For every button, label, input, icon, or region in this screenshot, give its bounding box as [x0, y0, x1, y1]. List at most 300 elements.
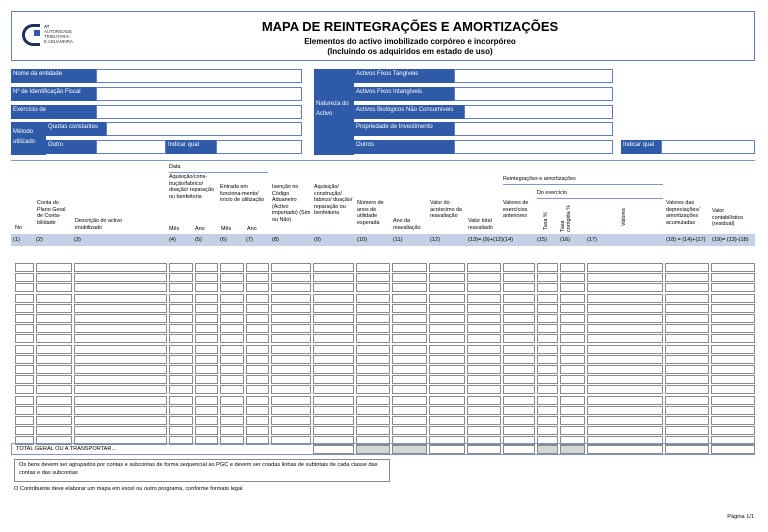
table-cell-r16-c19[interactable] [711, 416, 755, 425]
table-cell-r11-c5[interactable] [195, 365, 218, 374]
table-cell-r14-c1[interactable] [15, 396, 34, 405]
natureza-field-2[interactable] [454, 87, 613, 101]
table-cell-r17-c6[interactable] [220, 426, 244, 435]
table-cell-r8-c8[interactable] [271, 334, 311, 343]
table-cell-r16-c7[interactable] [246, 416, 269, 425]
table-cell-r8-c6[interactable] [220, 334, 244, 343]
table-cell-r2-c11[interactable] [392, 273, 427, 282]
table-cell-r2-c5[interactable] [195, 273, 218, 282]
table-cell-r12-c17[interactable] [587, 375, 663, 384]
table-cell-r10-c5[interactable] [195, 355, 218, 364]
table-cell-r10-c4[interactable] [169, 355, 193, 364]
table-cell-r8-c16[interactable] [560, 334, 585, 343]
table-cell-r3-c16[interactable] [560, 283, 585, 292]
table-cell-r10-c3[interactable] [74, 355, 167, 364]
table-cell-r3-c11[interactable] [392, 283, 427, 292]
table-cell-r5-c5[interactable] [195, 304, 218, 313]
table-cell-r15-c10[interactable] [356, 406, 390, 415]
table-cell-r15-c16[interactable] [560, 406, 585, 415]
table-cell-r2-c4[interactable] [169, 273, 193, 282]
table-cell-r16-c12[interactable] [429, 416, 465, 425]
table-cell-r2-c2[interactable] [36, 273, 72, 282]
table-cell-r1-c15[interactable] [537, 263, 558, 272]
table-cell-r12-c16[interactable] [560, 375, 585, 384]
table-cell-r2-c3[interactable] [74, 273, 167, 282]
table-cell-r15-c18[interactable] [665, 406, 709, 415]
table-cell-r14-c7[interactable] [246, 396, 269, 405]
table-cell-r13-c13[interactable] [467, 385, 501, 394]
natureza-field-5[interactable] [454, 140, 613, 154]
table-cell-r4-c7[interactable] [246, 294, 269, 303]
table-cell-r13-c10[interactable] [356, 385, 390, 394]
table-cell-r6-c1[interactable] [15, 314, 34, 323]
table-cell-r12-c3[interactable] [74, 375, 167, 384]
table-cell-r8-c14[interactable] [503, 334, 535, 343]
table-cell-r7-c3[interactable] [74, 324, 167, 333]
table-cell-r13-c12[interactable] [429, 385, 465, 394]
table-cell-r2-c7[interactable] [246, 273, 269, 282]
table-cell-r10-c10[interactable] [356, 355, 390, 364]
table-cell-r6-c15[interactable] [537, 314, 558, 323]
table-cell-r13-c11[interactable] [392, 385, 427, 394]
table-cell-r12-c10[interactable] [356, 375, 390, 384]
table-cell-r3-c15[interactable] [537, 283, 558, 292]
table-cell-r6-c12[interactable] [429, 314, 465, 323]
table-cell-r13-c4[interactable] [169, 385, 193, 394]
table-cell-r8-c1[interactable] [15, 334, 34, 343]
table-cell-r15-c8[interactable] [271, 406, 311, 415]
table-cell-r11-c19[interactable] [711, 365, 755, 374]
table-cell-r16-c15[interactable] [537, 416, 558, 425]
table-cell-r13-c9[interactable] [313, 385, 354, 394]
table-cell-r11-c7[interactable] [246, 365, 269, 374]
table-cell-r16-c16[interactable] [560, 416, 585, 425]
table-cell-r11-c17[interactable] [587, 365, 663, 374]
table-cell-r17-c12[interactable] [429, 426, 465, 435]
table-cell-r10-c19[interactable] [711, 355, 755, 364]
table-cell-r12-c2[interactable] [36, 375, 72, 384]
table-cell-r17-c15[interactable] [537, 426, 558, 435]
table-cell-r12-c13[interactable] [467, 375, 501, 384]
table-cell-r4-c8[interactable] [271, 294, 311, 303]
natureza-field-3[interactable] [464, 105, 613, 119]
table-cell-r7-c16[interactable] [560, 324, 585, 333]
table-cell-r17-c13[interactable] [467, 426, 501, 435]
table-cell-r13-c14[interactable] [503, 385, 535, 394]
table-cell-r9-c7[interactable] [246, 345, 269, 354]
table-cell-r2-c10[interactable] [356, 273, 390, 282]
table-cell-r11-c8[interactable] [271, 365, 311, 374]
table-cell-r8-c10[interactable] [356, 334, 390, 343]
table-cell-r17-c4[interactable] [169, 426, 193, 435]
table-cell-r10-c9[interactable] [313, 355, 354, 364]
nome-entidade-field[interactable] [96, 69, 302, 83]
table-cell-r17-c2[interactable] [36, 426, 72, 435]
table-cell-r7-c9[interactable] [313, 324, 354, 333]
table-cell-r13-c18[interactable] [665, 385, 709, 394]
table-cell-r6-c14[interactable] [503, 314, 535, 323]
table-cell-r16-c6[interactable] [220, 416, 244, 425]
table-cell-r10-c1[interactable] [15, 355, 34, 364]
table-cell-r13-c17[interactable] [587, 385, 663, 394]
table-cell-r9-c4[interactable] [169, 345, 193, 354]
table-cell-r9-c19[interactable] [711, 345, 755, 354]
table-cell-r1-c18[interactable] [665, 263, 709, 272]
table-cell-r7-c5[interactable] [195, 324, 218, 333]
table-cell-r12-c1[interactable] [15, 375, 34, 384]
table-cell-r14-c4[interactable] [169, 396, 193, 405]
table-cell-r7-c8[interactable] [271, 324, 311, 333]
table-cell-r11-c13[interactable] [467, 365, 501, 374]
table-cell-r6-c7[interactable] [246, 314, 269, 323]
table-cell-r7-c4[interactable] [169, 324, 193, 333]
table-cell-r14-c9[interactable] [313, 396, 354, 405]
natureza-field-1[interactable] [454, 69, 613, 83]
table-cell-r7-c15[interactable] [537, 324, 558, 333]
table-cell-r13-c1[interactable] [15, 385, 34, 394]
table-cell-r2-c12[interactable] [429, 273, 465, 282]
table-cell-r5-c12[interactable] [429, 304, 465, 313]
table-cell-r9-c16[interactable] [560, 345, 585, 354]
table-cell-r3-c4[interactable] [169, 283, 193, 292]
table-cell-r17-c5[interactable] [195, 426, 218, 435]
table-cell-r15-c14[interactable] [503, 406, 535, 415]
table-cell-r3-c18[interactable] [665, 283, 709, 292]
table-cell-r6-c8[interactable] [271, 314, 311, 323]
table-cell-r4-c1[interactable] [15, 294, 34, 303]
table-cell-r3-c19[interactable] [711, 283, 755, 292]
table-cell-r8-c13[interactable] [467, 334, 501, 343]
table-cell-r12-c18[interactable] [665, 375, 709, 384]
table-cell-r12-c7[interactable] [246, 375, 269, 384]
table-cell-r7-c7[interactable] [246, 324, 269, 333]
table-cell-r1-c8[interactable] [271, 263, 311, 272]
table-cell-r8-c12[interactable] [429, 334, 465, 343]
table-cell-r5-c2[interactable] [36, 304, 72, 313]
table-cell-r11-c3[interactable] [74, 365, 167, 374]
table-cell-r5-c8[interactable] [271, 304, 311, 313]
table-cell-r4-c2[interactable] [36, 294, 72, 303]
table-cell-r15-c13[interactable] [467, 406, 501, 415]
table-cell-r10-c14[interactable] [503, 355, 535, 364]
table-cell-r4-c10[interactable] [356, 294, 390, 303]
table-cell-r5-c19[interactable] [711, 304, 755, 313]
table-cell-r15-c12[interactable] [429, 406, 465, 415]
table-cell-r4-c14[interactable] [503, 294, 535, 303]
table-cell-r15-c9[interactable] [313, 406, 354, 415]
table-cell-r9-c12[interactable] [429, 345, 465, 354]
table-cell-r14-c10[interactable] [356, 396, 390, 405]
table-cell-r16-c8[interactable] [271, 416, 311, 425]
table-cell-r7-c14[interactable] [503, 324, 535, 333]
table-cell-r1-c11[interactable] [392, 263, 427, 272]
table-cell-r14-c14[interactable] [503, 396, 535, 405]
table-cell-r11-c4[interactable] [169, 365, 193, 374]
table-cell-r16-c10[interactable] [356, 416, 390, 425]
table-cell-r1-c17[interactable] [587, 263, 663, 272]
table-cell-r11-c15[interactable] [537, 365, 558, 374]
table-cell-r10-c15[interactable] [537, 355, 558, 364]
table-cell-r11-c11[interactable] [392, 365, 427, 374]
table-cell-r6-c6[interactable] [220, 314, 244, 323]
table-cell-r9-c9[interactable] [313, 345, 354, 354]
table-cell-r9-c8[interactable] [271, 345, 311, 354]
table-cell-r2-c1[interactable] [15, 273, 34, 282]
table-cell-r5-c9[interactable] [313, 304, 354, 313]
table-cell-r17-c14[interactable] [503, 426, 535, 435]
quotas-field[interactable] [106, 122, 302, 136]
table-cell-r9-c3[interactable] [74, 345, 167, 354]
table-cell-r10-c7[interactable] [246, 355, 269, 364]
table-cell-r6-c17[interactable] [587, 314, 663, 323]
indicar-qual-right-field[interactable] [661, 140, 755, 154]
table-cell-r3-c5[interactable] [195, 283, 218, 292]
table-cell-r6-c16[interactable] [560, 314, 585, 323]
table-cell-r5-c4[interactable] [169, 304, 193, 313]
table-cell-r3-c7[interactable] [246, 283, 269, 292]
total-cell-c14[interactable] [503, 445, 535, 454]
table-cell-r13-c7[interactable] [246, 385, 269, 394]
table-cell-r17-c7[interactable] [246, 426, 269, 435]
table-cell-r2-c17[interactable] [587, 273, 663, 282]
table-cell-r7-c6[interactable] [220, 324, 244, 333]
table-cell-r6-c3[interactable] [74, 314, 167, 323]
table-cell-r4-c4[interactable] [169, 294, 193, 303]
table-cell-r11-c14[interactable] [503, 365, 535, 374]
table-cell-r16-c18[interactable] [665, 416, 709, 425]
table-cell-r15-c1[interactable] [15, 406, 34, 415]
table-cell-r15-c6[interactable] [220, 406, 244, 415]
table-cell-r16-c13[interactable] [467, 416, 501, 425]
table-cell-r15-c11[interactable] [392, 406, 427, 415]
table-cell-r9-c14[interactable] [503, 345, 535, 354]
total-cell-c13[interactable] [467, 445, 501, 454]
table-cell-r12-c9[interactable] [313, 375, 354, 384]
table-cell-r13-c19[interactable] [711, 385, 755, 394]
table-cell-r1-c16[interactable] [560, 263, 585, 272]
table-cell-r2-c8[interactable] [271, 273, 311, 282]
table-cell-r1-c5[interactable] [195, 263, 218, 272]
table-cell-r7-c13[interactable] [467, 324, 501, 333]
table-cell-r16-c14[interactable] [503, 416, 535, 425]
table-cell-r16-c4[interactable] [169, 416, 193, 425]
outro-field[interactable] [96, 140, 166, 154]
table-cell-r8-c7[interactable] [246, 334, 269, 343]
table-cell-r9-c11[interactable] [392, 345, 427, 354]
table-cell-r5-c11[interactable] [392, 304, 427, 313]
table-cell-r4-c11[interactable] [392, 294, 427, 303]
table-cell-r17-c18[interactable] [665, 426, 709, 435]
table-cell-r8-c3[interactable] [74, 334, 167, 343]
table-cell-r5-c16[interactable] [560, 304, 585, 313]
table-cell-r11-c9[interactable] [313, 365, 354, 374]
table-cell-r5-c10[interactable] [356, 304, 390, 313]
table-cell-r1-c10[interactable] [356, 263, 390, 272]
table-cell-r15-c2[interactable] [36, 406, 72, 415]
table-cell-r14-c12[interactable] [429, 396, 465, 405]
table-cell-r10-c11[interactable] [392, 355, 427, 364]
table-cell-r6-c4[interactable] [169, 314, 193, 323]
table-cell-r2-c15[interactable] [537, 273, 558, 282]
table-cell-r9-c15[interactable] [537, 345, 558, 354]
table-cell-r8-c19[interactable] [711, 334, 755, 343]
table-cell-r17-c16[interactable] [560, 426, 585, 435]
table-cell-r10-c2[interactable] [36, 355, 72, 364]
table-cell-r15-c15[interactable] [537, 406, 558, 415]
table-cell-r16-c2[interactable] [36, 416, 72, 425]
table-cell-r16-c11[interactable] [392, 416, 427, 425]
table-cell-r13-c5[interactable] [195, 385, 218, 394]
table-cell-r11-c12[interactable] [429, 365, 465, 374]
table-cell-r2-c9[interactable] [313, 273, 354, 282]
total-cell-c17[interactable] [587, 445, 663, 454]
table-cell-r4-c18[interactable] [665, 294, 709, 303]
table-cell-r2-c14[interactable] [503, 273, 535, 282]
table-cell-r16-c17[interactable] [587, 416, 663, 425]
table-cell-r4-c6[interactable] [220, 294, 244, 303]
table-cell-r13-c2[interactable] [36, 385, 72, 394]
table-cell-r7-c11[interactable] [392, 324, 427, 333]
table-cell-r17-c3[interactable] [74, 426, 167, 435]
table-cell-r6-c10[interactable] [356, 314, 390, 323]
table-cell-r1-c13[interactable] [467, 263, 501, 272]
table-cell-r7-c12[interactable] [429, 324, 465, 333]
table-cell-r8-c15[interactable] [537, 334, 558, 343]
table-cell-r14-c15[interactable] [537, 396, 558, 405]
table-cell-r5-c14[interactable] [503, 304, 535, 313]
table-cell-r12-c12[interactable] [429, 375, 465, 384]
table-cell-r11-c2[interactable] [36, 365, 72, 374]
table-cell-r5-c13[interactable] [467, 304, 501, 313]
table-cell-r9-c5[interactable] [195, 345, 218, 354]
table-cell-r3-c14[interactable] [503, 283, 535, 292]
table-cell-r3-c9[interactable] [313, 283, 354, 292]
table-cell-r16-c9[interactable] [313, 416, 354, 425]
table-cell-r15-c3[interactable] [74, 406, 167, 415]
table-cell-r14-c3[interactable] [74, 396, 167, 405]
table-cell-r3-c10[interactable] [356, 283, 390, 292]
table-cell-r14-c16[interactable] [560, 396, 585, 405]
table-cell-r1-c12[interactable] [429, 263, 465, 272]
table-cell-r7-c19[interactable] [711, 324, 755, 333]
table-cell-r1-c4[interactable] [169, 263, 193, 272]
table-cell-r1-c14[interactable] [503, 263, 535, 272]
table-cell-r11-c16[interactable] [560, 365, 585, 374]
nif-field[interactable] [96, 87, 302, 101]
table-cell-r10-c12[interactable] [429, 355, 465, 364]
table-cell-r7-c1[interactable] [15, 324, 34, 333]
table-cell-r10-c8[interactable] [271, 355, 311, 364]
table-cell-r9-c6[interactable] [220, 345, 244, 354]
table-cell-r5-c3[interactable] [74, 304, 167, 313]
table-cell-r12-c6[interactable] [220, 375, 244, 384]
table-cell-r16-c5[interactable] [195, 416, 218, 425]
table-cell-r2-c6[interactable] [220, 273, 244, 282]
table-cell-r12-c4[interactable] [169, 375, 193, 384]
table-cell-r3-c6[interactable] [220, 283, 244, 292]
table-cell-r2-c18[interactable] [665, 273, 709, 282]
table-cell-r1-c9[interactable] [313, 263, 354, 272]
table-cell-r3-c8[interactable] [271, 283, 311, 292]
table-cell-r14-c2[interactable] [36, 396, 72, 405]
natureza-field-4[interactable] [454, 122, 613, 136]
table-cell-r15-c4[interactable] [169, 406, 193, 415]
table-cell-r7-c17[interactable] [587, 324, 663, 333]
table-cell-r4-c13[interactable] [467, 294, 501, 303]
table-cell-r4-c15[interactable] [537, 294, 558, 303]
table-cell-r12-c19[interactable] [711, 375, 755, 384]
table-cell-r1-c2[interactable] [36, 263, 72, 272]
table-cell-r7-c18[interactable] [665, 324, 709, 333]
table-cell-r9-c18[interactable] [665, 345, 709, 354]
table-cell-r3-c1[interactable] [15, 283, 34, 292]
table-cell-r14-c8[interactable] [271, 396, 311, 405]
table-cell-r6-c19[interactable] [711, 314, 755, 323]
table-cell-r17-c10[interactable] [356, 426, 390, 435]
table-cell-r3-c13[interactable] [467, 283, 501, 292]
table-cell-r1-c7[interactable] [246, 263, 269, 272]
table-cell-r14-c13[interactable] [467, 396, 501, 405]
table-cell-r9-c13[interactable] [467, 345, 501, 354]
table-cell-r8-c18[interactable] [665, 334, 709, 343]
table-cell-r6-c13[interactable] [467, 314, 501, 323]
table-cell-r14-c6[interactable] [220, 396, 244, 405]
table-cell-r12-c5[interactable] [195, 375, 218, 384]
table-cell-r4-c19[interactable] [711, 294, 755, 303]
table-cell-r5-c15[interactable] [537, 304, 558, 313]
total-cell-c19[interactable] [711, 445, 755, 454]
table-cell-r2-c13[interactable] [467, 273, 501, 282]
table-cell-r13-c15[interactable] [537, 385, 558, 394]
table-cell-r4-c12[interactable] [429, 294, 465, 303]
table-cell-r17-c19[interactable] [711, 426, 755, 435]
table-cell-r8-c11[interactable] [392, 334, 427, 343]
table-cell-r17-c1[interactable] [15, 426, 34, 435]
table-cell-r9-c1[interactable] [15, 345, 34, 354]
table-cell-r5-c6[interactable] [220, 304, 244, 313]
table-cell-r13-c6[interactable] [220, 385, 244, 394]
table-cell-r6-c2[interactable] [36, 314, 72, 323]
table-cell-r12-c11[interactable] [392, 375, 427, 384]
table-cell-r6-c5[interactable] [195, 314, 218, 323]
table-cell-r13-c16[interactable] [560, 385, 585, 394]
table-cell-r5-c18[interactable] [665, 304, 709, 313]
table-cell-r8-c9[interactable] [313, 334, 354, 343]
table-cell-r17-c11[interactable] [392, 426, 427, 435]
exercicio-field[interactable] [96, 105, 302, 119]
table-cell-r16-c1[interactable] [15, 416, 34, 425]
table-cell-r12-c15[interactable] [537, 375, 558, 384]
table-cell-r11-c18[interactable] [665, 365, 709, 374]
table-cell-r17-c17[interactable] [587, 426, 663, 435]
table-cell-r3-c12[interactable] [429, 283, 465, 292]
table-cell-r8-c2[interactable] [36, 334, 72, 343]
table-cell-r17-c8[interactable] [271, 426, 311, 435]
table-cell-r10-c16[interactable] [560, 355, 585, 364]
table-cell-r1-c1[interactable] [15, 263, 34, 272]
table-cell-r14-c17[interactable] [587, 396, 663, 405]
table-cell-r13-c3[interactable] [74, 385, 167, 394]
table-cell-r17-c9[interactable] [313, 426, 354, 435]
table-cell-r16-c3[interactable] [74, 416, 167, 425]
table-cell-r5-c17[interactable] [587, 304, 663, 313]
table-cell-r1-c6[interactable] [220, 263, 244, 272]
table-cell-r10-c17[interactable] [587, 355, 663, 364]
table-cell-r4-c16[interactable] [560, 294, 585, 303]
table-cell-r14-c19[interactable] [711, 396, 755, 405]
table-cell-r7-c10[interactable] [356, 324, 390, 333]
table-cell-r8-c4[interactable] [169, 334, 193, 343]
